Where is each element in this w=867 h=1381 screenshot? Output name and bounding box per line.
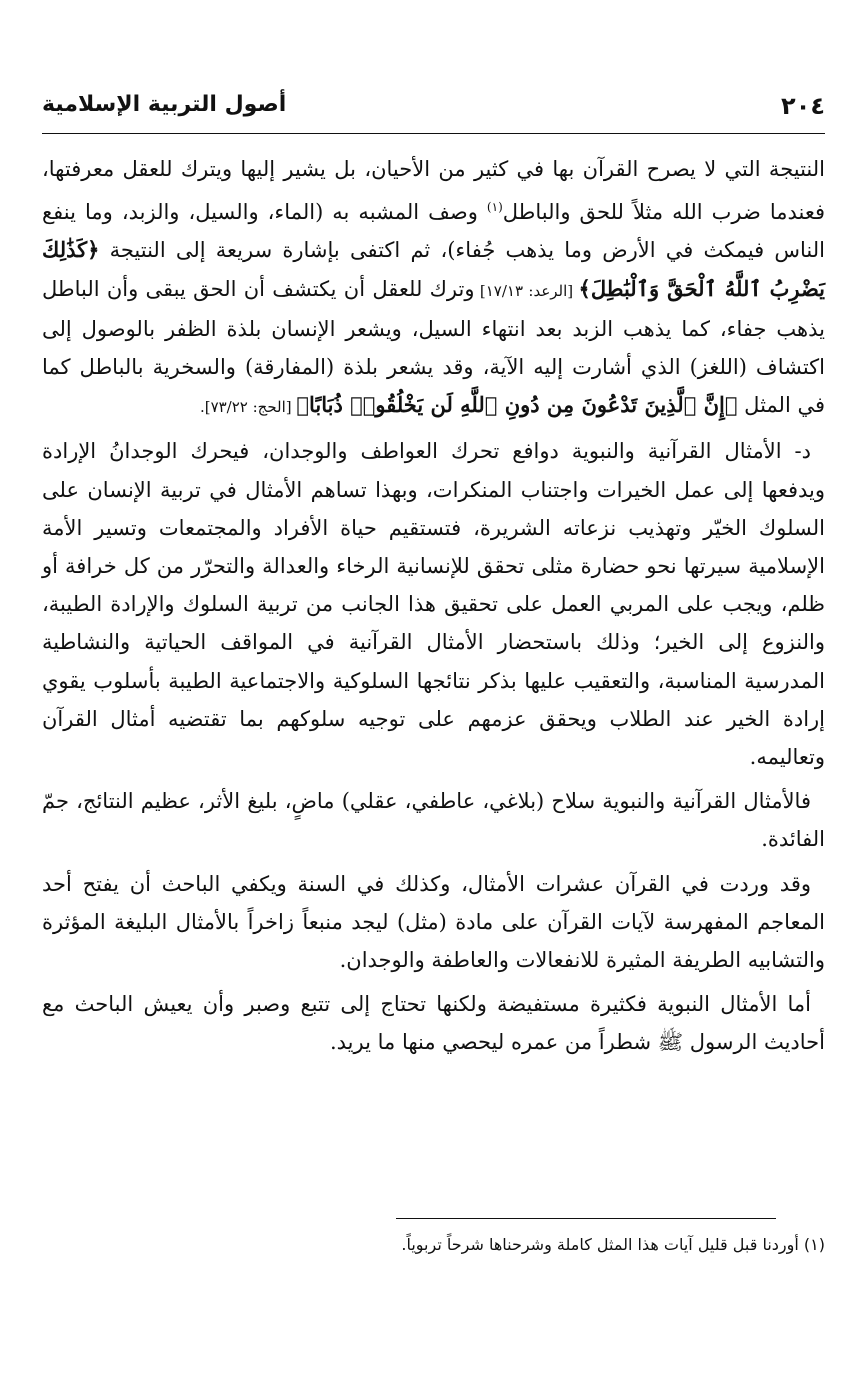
running-title: أصول التربية الإسلامية bbox=[42, 92, 287, 117]
page-header bbox=[42, 88, 825, 128]
footnote-reference: (١) bbox=[486, 200, 503, 215]
body-text bbox=[42, 150, 825, 1068]
quran-verse-2: ﴿إِنَّ ٱلَّذِينَ تَدْعُونَ مِن دُونِ ٱللَّهِ لَن يَخْلُقُوا۟ ذُبَابًا﴾ bbox=[296, 392, 738, 418]
header-rule bbox=[42, 133, 825, 134]
paragraph-4: وقد وردت في القرآن عشرات الأمثال، وكذلك في السنة ويكفي الباحث أن يفتح أحد المعاجم المفهرسة لآيات القرآن على مادة (مثل) ليجد منبعاً زاخراً بالأمثال البليغة المؤثرة والتشابيه الطريفة المثيرة للانفعالات والعاطفة والوجدان. bbox=[42, 871, 825, 973]
verse-citation-2: [الحج: ٧٣/٢٢]. bbox=[199, 398, 297, 417]
paragraph-1-part-b: وصف المشبه به (الماء، والسيل، والزبد، وما ينفع الناس فيمكث في الأرض وما يذهب جُفاء)، ثم اكتفى بإشارة سريعة إلى النتيجة bbox=[42, 200, 825, 263]
verse-citation-1: [الرعد: ١٧/١٣] bbox=[474, 281, 579, 300]
footnote: (١) أوردنا قبل قليل آيات هذا المثل كاملة وشرحناها شرحاً تربوياً. bbox=[401, 1235, 825, 1254]
paragraph-1-part-a: النتيجة التي لا يصرح القرآن بها في كثير من الأحيان، بل يشير إليها ويترك للعقل معرفتها، فعندما ضرب الله مثلاً للحق والباطل bbox=[42, 157, 825, 225]
paragraph-3: فالأمثال القرآنية والنبوية سلاح (بلاغي، عاطفي، عقلي) ماضٍ، بليغ الأثر، عظيم النتائج، جمّ الفائدة. bbox=[42, 789, 825, 852]
footnote-rule bbox=[396, 1218, 776, 1219]
paragraph-2: د- الأمثال القرآنية والنبوية دوافع تحرك العواطف والوجدان، فيحرك الوجدانُ الإرادة ويدفعها إلى عمل الخيرات واجتناب المنكرات، وبهذا تساهم الأمثال في تربية الإنسان على السلوك الخيّر وتهذيب نزعاته الشريرة، فتستقيم حياة الأفراد والمجتمعات وتسير الأمة الإسلامية سيرتها نحو حضارة مثلى تحقق للإنسانية الرخاء والعدالة والتحرّر من كل خرافة أو ظلم، ويجب على المربي العمل على تحقيق هذا الجانب من تربية السلوك والإرادة الطيبة، والنزوع إلى الخير؛ وذلك باستحضار الأمثال القرآنية في المواقف الحياتية والنشاطية المدرسية المناسبة، والتعقيب عليها بذكر نتائجها السلوكية والاجتماعية الطيبة بأسلوب يقوي إرادة الخير عند الطلاب ويحقق عزمهم على توجيه سلوكهم بما تقتضيه أمثال القرآن وتعاليمه. bbox=[42, 439, 825, 770]
page-number: ٢٠٤ bbox=[781, 92, 825, 120]
paragraph-1 bbox=[42, 150, 825, 426]
paragraph-5: أما الأمثال النبوية فكثيرة مستفيضة ولكنها تحتاج إلى تتبع وصبر وأن يعيش الباحث مع أحاديث الرسول ﷺ شطراً من عمره ليحصي منها ما يريد. bbox=[42, 992, 825, 1055]
paragraph-1-part-c: وترك للعقل أن يكتشف أن الحق يبقى وأن الباطل يذهب جفاء، كما يذهب الزبد بعد انتهاء السيل، ويشعر الإنسان بلذة الظفر بالوصول إلى اكتشاف (اللغز) الذي أشارت إليه الآية، وقد يشعر بلذة (المفارقة) والسخرية بالباطل كما في المثل bbox=[42, 276, 825, 418]
quran-verse-1: ﴿كَذَٰلِكَ يَضْرِبُ ٱللَّهُ ٱلْحَقَّ وَٱلْبَٰطِلَ﴾ bbox=[42, 237, 826, 301]
